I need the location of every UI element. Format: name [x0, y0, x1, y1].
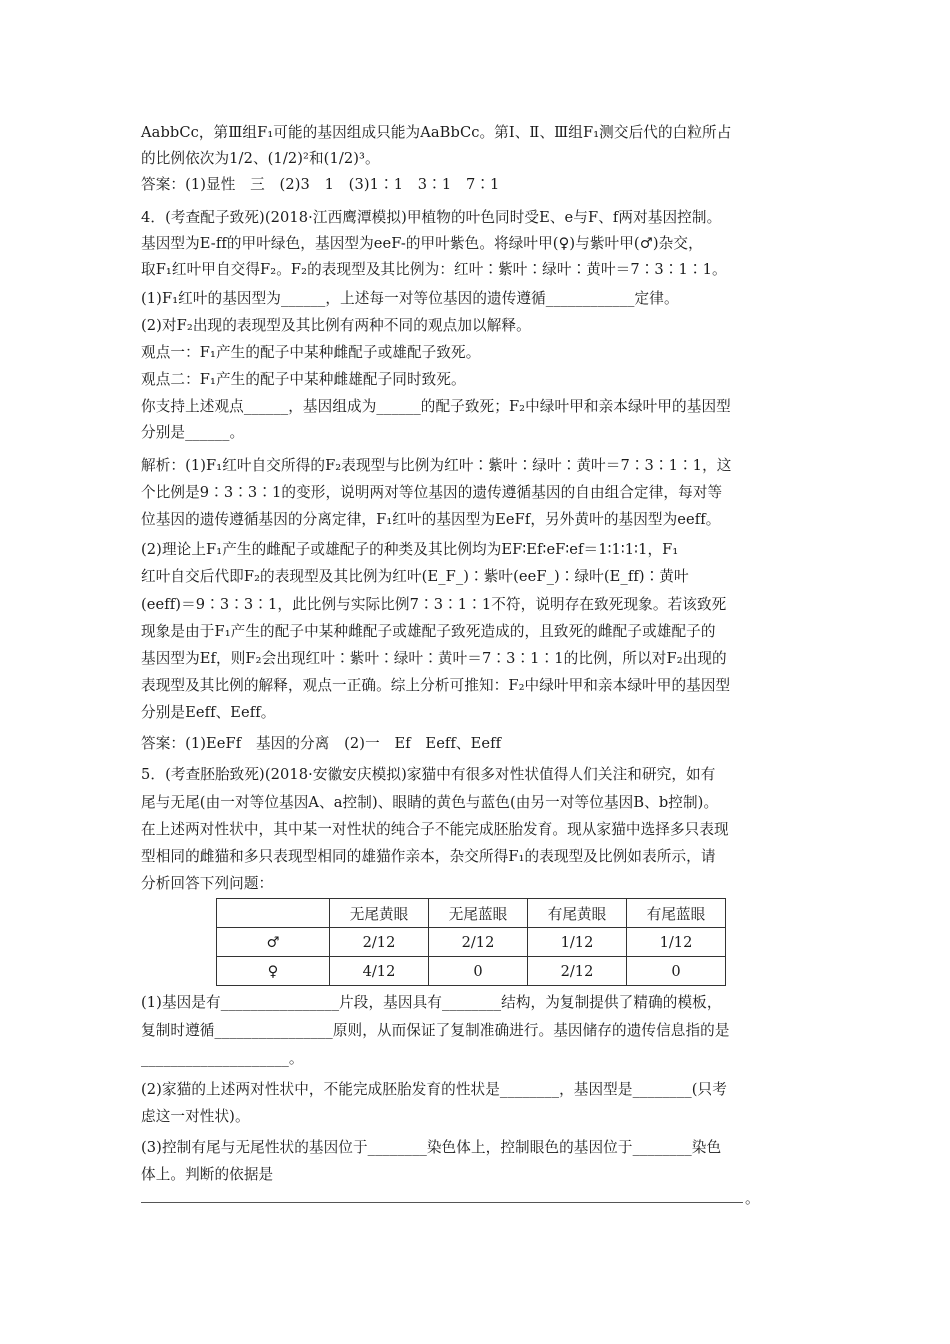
question-4-part-2: (2)对F₂出现的表现型及其比例有两种不同的观点加以解释。: [141, 317, 531, 334]
table-row: [217, 928, 726, 957]
table-header-cell: 有尾蓝眼: [627, 899, 726, 928]
table-cell: 0: [627, 957, 726, 986]
table-cell: 1/12: [627, 928, 726, 957]
text-line: ____________________。: [141, 1050, 304, 1067]
table-cell: 2/12: [429, 928, 528, 957]
text-line: (eeff)＝9∶3∶3∶1，此比例与实际比例7∶3∶1∶1不符，说明存在致死现象。若该致死: [141, 596, 727, 613]
text-line: (2)理论上F₁产生的雌配子或雄配子的种类及其比例均为EF∶Ef∶eF∶ef＝1∶1∶1∶1，F₁: [141, 541, 679, 558]
text-line: 取F₁红叶甲自交得F₂。F₂的表现型及其比例为：红叶∶紫叶∶绿叶∶黄叶＝7∶3∶1∶1。: [141, 261, 727, 278]
text-line: 尾与无尾(由一对等位基因A、a控制)、眼睛的黄色与蓝色(由另一对等位基因B、b控制)。: [141, 794, 719, 811]
text-line: 在上述两对性状中，其中某一对性状的纯合子不能完成胚胎发育。现从家猫中选择多只表现: [141, 821, 729, 838]
answer-blank-line: [141, 1202, 743, 1203]
f1-ratio-table: [216, 898, 726, 986]
text-line: 虑这一对性状)。: [141, 1108, 250, 1125]
table-cell: 4/12: [330, 957, 429, 986]
table-cell: 0: [429, 957, 528, 986]
text-line: AabbCc，第Ⅲ组F₁可能的基因组成只能为AaBbCc。第Ⅰ、Ⅱ、Ⅲ组F₁测交后代的白粒所占: [141, 124, 732, 141]
answer-line: 答案：(1)EeFf 基因的分离 (2)一 Ef Eeff、Eeff: [141, 735, 502, 752]
text-line: 体上。判断的依据是: [141, 1166, 274, 1183]
text-line: 个比例是9∶3∶3∶1的变形，说明两对等位基因的遗传遵循基因的自由组合定律，每对等: [141, 484, 723, 501]
question-4-part-1: (1)F₁红叶的基因型为______，上述每一对等位基因的遗传遵循____________定律。: [141, 290, 679, 307]
viewpoint-2: 观点二：F₁产生的配子中某种雌雄配子同时致死。: [141, 371, 466, 388]
table-header-cell: 有尾黄眼: [528, 899, 627, 928]
text-line: 分别是Eeff、Eeff。: [141, 704, 276, 721]
answer-period: 。: [745, 1190, 760, 1207]
table-header-cell: 无尾黄眼: [330, 899, 429, 928]
question-5-part-2: (2)家猫的上述两对性状中，不能完成胚胎发育的性状是________，基因型是________(只考: [141, 1081, 727, 1098]
table-header-cell: 无尾蓝眼: [429, 899, 528, 928]
question-5-title: 5．(考查胚胎致死)(2018·安徽安庆模拟)家猫中有很多对性状值得人们关注和研究，如有: [141, 766, 716, 783]
question-4-title: 4．(考查配子致死)(2018·江西鹰潭模拟)甲植物的叶色同时受E、e与F、f两对基因控制。: [141, 209, 722, 226]
table-cell: ♂: [217, 928, 330, 957]
text-line: 复制时遵循________________原则，从而保证了复制准确进行。基因储存的遗传信息指的是: [141, 1022, 730, 1039]
text-line: 你支持上述观点______，基因组成为______的配子致死；F₂中绿叶甲和亲本绿叶甲的基因型: [141, 398, 731, 415]
text-line: 现象是由于F₁产生的配子中某种雌配子或雄配子致死造成的，且致死的雌配子或雄配子的: [141, 623, 716, 640]
table-header-cell: [217, 899, 330, 928]
viewpoint-1: 观点一：F₁产生的配子中某种雌配子或雄配子致死。: [141, 344, 481, 361]
text-line: 位基因的遗传遵循基因的分离定律，F₁红叶的基因型为EeFf，另外黄叶的基因型为eeff。: [141, 511, 721, 528]
text-line: 表现型及其比例的解释，观点一正确。综上分析可推知：F₂中绿叶甲和亲本绿叶甲的基因型: [141, 677, 731, 694]
text-line: 的比例依次为1/2、(1/2)²和(1/2)³。: [141, 150, 380, 167]
text-line: 红叶自交后代即F₂的表现型及其比例为红叶(E_F_)∶紫叶(eeF_)∶绿叶(E_ff)∶黄叶: [141, 568, 689, 585]
text-line: 基因型为E-ff的甲叶绿色，基因型为eeF-的甲叶紫色。将绿叶甲(♀)与紫叶甲(♂)杂交，: [141, 235, 703, 252]
table-cell: 1/12: [528, 928, 627, 957]
text-line: 基因型为Ef，则F₂会出现红叶∶紫叶∶绿叶∶黄叶＝7∶3∶1∶1的比例，所以对F₂出现的: [141, 650, 727, 667]
answer-line: 答案：(1)显性 三 (2)3 1 (3)1∶1 3∶1 7∶1: [141, 176, 500, 193]
question-5-part-3: (3)控制有尾与无尾性状的基因位于________染色体上，控制眼色的基因位于________染色: [141, 1139, 722, 1156]
text-line: 型相同的雌猫和多只表现型相同的雄猫作亲本，杂交所得F₁的表现型及比例如表所示，请: [141, 848, 716, 865]
table-cell: 2/12: [528, 957, 627, 986]
table-cell: ♀: [217, 957, 330, 986]
text-line: 分别是______。: [141, 424, 245, 441]
table-header-row: [217, 899, 726, 928]
table-cell: 2/12: [330, 928, 429, 957]
analysis-line: 解析：(1)F₁红叶自交所得的F₂表现型与比例为红叶∶紫叶∶绿叶∶黄叶＝7∶3∶1∶1，这: [141, 457, 732, 474]
text-line: 分析回答下列问题：: [141, 875, 274, 892]
table-row: [217, 957, 726, 986]
question-5-part-1: (1)基因是有________________片段，基因具有________结构，为复制提供了精确的模板，: [141, 994, 722, 1011]
